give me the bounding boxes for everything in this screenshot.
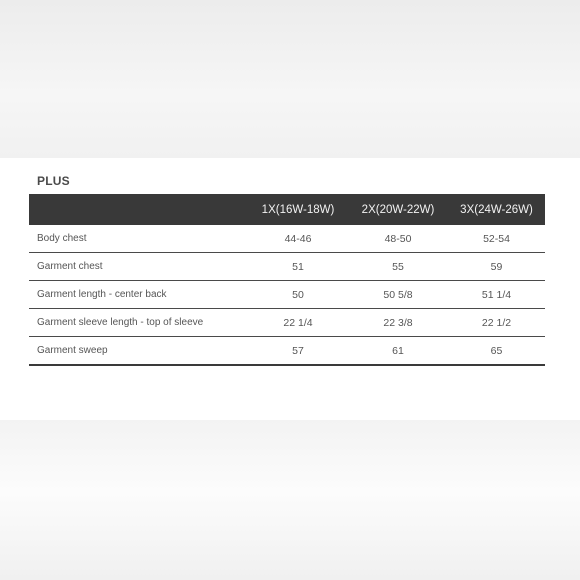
row-label-garment-sleeve-length: Garment sleeve length - top of sleeve [29,309,248,337]
table-cell: 51 [248,253,348,281]
table-header-row [29,194,545,225]
row-label-garment-sweep: Garment sweep [29,337,248,366]
top-background-band [0,0,580,158]
table-row [29,253,545,281]
table-cell: 22 1/2 [448,309,545,337]
table-cell: 22 3/8 [348,309,448,337]
table-cell: 51 1/4 [448,281,545,309]
table-row [29,281,545,309]
table-row [29,225,545,253]
bottom-background-band [0,420,580,580]
size-chart-table [29,194,545,366]
table-cell: 44-46 [248,225,348,253]
table-cell: 57 [248,337,348,366]
table-row [29,309,545,337]
size-chart-card [0,158,580,420]
header-size-1x: 1X(16W-18W) [248,194,348,225]
header-size-2x: 2X(20W-22W) [348,194,448,225]
table-cell: 50 5/8 [348,281,448,309]
table-cell: 50 [248,281,348,309]
table-cell: 61 [348,337,448,366]
table-cell: 65 [448,337,545,366]
row-label-garment-chest: Garment chest [29,253,248,281]
header-blank-cell [29,194,248,225]
row-label-body-chest: Body chest [29,225,248,253]
table-cell: 55 [348,253,448,281]
table-row [29,337,545,366]
table-cell: 52-54 [448,225,545,253]
section-title: PLUS [37,174,70,188]
header-size-3x: 3X(24W-26W) [448,194,545,225]
table-cell: 22 1/4 [248,309,348,337]
table-cell: 48-50 [348,225,448,253]
row-label-garment-length: Garment length - center back [29,281,248,309]
table-cell: 59 [448,253,545,281]
